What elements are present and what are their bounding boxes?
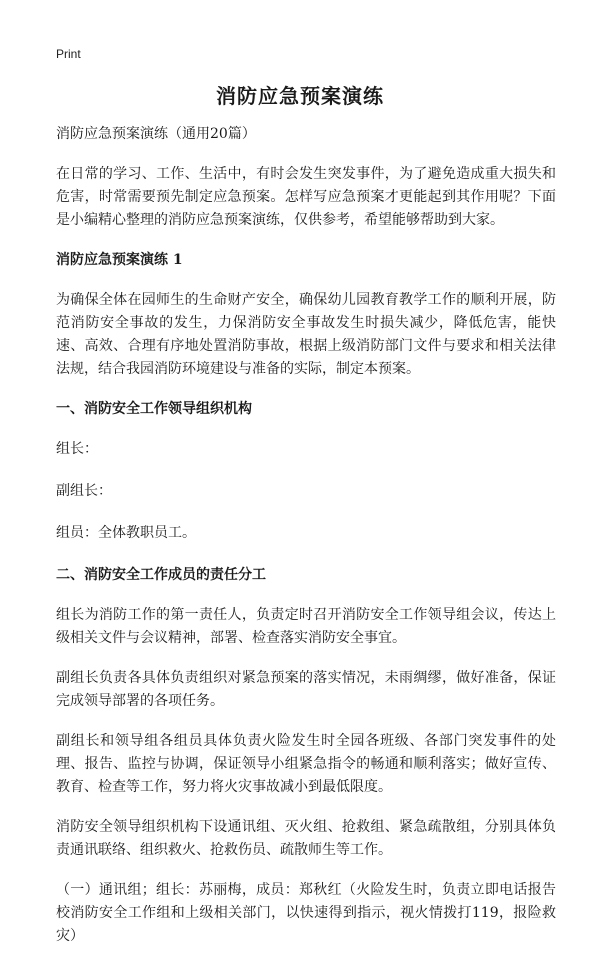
- duty-paragraph-4: 消防安全领导组织机构下设通讯组、灭火组、抢救组、紧急疏散组，分别具体负责通讯联络、组织救火、抢救伤员、疏散师生等工作。: [56, 819, 556, 858]
- deputy-leader-line: 副组长：: [56, 483, 112, 499]
- print-label[interactable]: Print: [56, 47, 81, 61]
- leader-line: 组长：: [56, 441, 98, 457]
- duty-paragraph-3: 副组长和领导组各组员具体负责火险发生时全园各班级、各部门突发事件的处理、报告、监控与协调，保证领导小组紧急指令的畅通和顺利落实；做好宣传、教育、检查等工作，努力将火灾事故减小到最低限度。: [56, 733, 556, 795]
- section-heading: 消防应急预案演练 1: [56, 252, 183, 268]
- duty-paragraph-2: 副组长负责各具体负责组织对紧急预案的落实情况，未雨绸缪，做好准备，保证完成领导部署的各项任务。: [56, 670, 556, 709]
- duty-paragraph-5: （一）通讯组；组长：苏丽梅，成员：郑秋红（火险发生时，负责立即电话报告校消防安全工作组和上级相关部门，以快速得到指示，视火情拨打119，报险救灾）: [56, 882, 556, 944]
- section-paragraph: 为确保全体在园师生的生命财产安全，确保幼儿园教育教学工作的顺利开展，防范消防安全事故的发生，力保消防安全事故发生时损失减少，降低危害，能快速、高效、合理有序地处置消防事故，根据上级消防部门文件与要求和相关法律法规，结合我园消防环境建设与准备的实际，制定本预案。: [56, 292, 556, 377]
- intro-paragraph: 在日常的学习、工作、生活中，有时会发生突发事件，为了避免造成重大损失和危害，时常需要预先制定应急预案。怎样写应急预案才更能起到其作用呢？下面是小编精心整理的消防应急预案演练，仅供参考，希望能够帮助到大家。: [56, 166, 556, 228]
- page-title: 消防应急预案演练: [216, 84, 384, 108]
- duty-paragraph-1: 组长为消防工作的第一责任人，负责定时召开消防安全工作领导组会议，传达上级相关文件与会议精神，部署、检查落实消防安全事宜。: [56, 607, 556, 646]
- document-body: [56, 123, 556, 965]
- document-subtitle: 消防应急预案演练（通用20篇）: [56, 126, 256, 142]
- members-line: 组员：全体教职员工。: [56, 525, 196, 541]
- subsection-heading-1: 一、消防安全工作领导组织机构: [56, 401, 252, 417]
- subsection-heading-2: 二、消防安全工作成员的责任分工: [56, 567, 266, 583]
